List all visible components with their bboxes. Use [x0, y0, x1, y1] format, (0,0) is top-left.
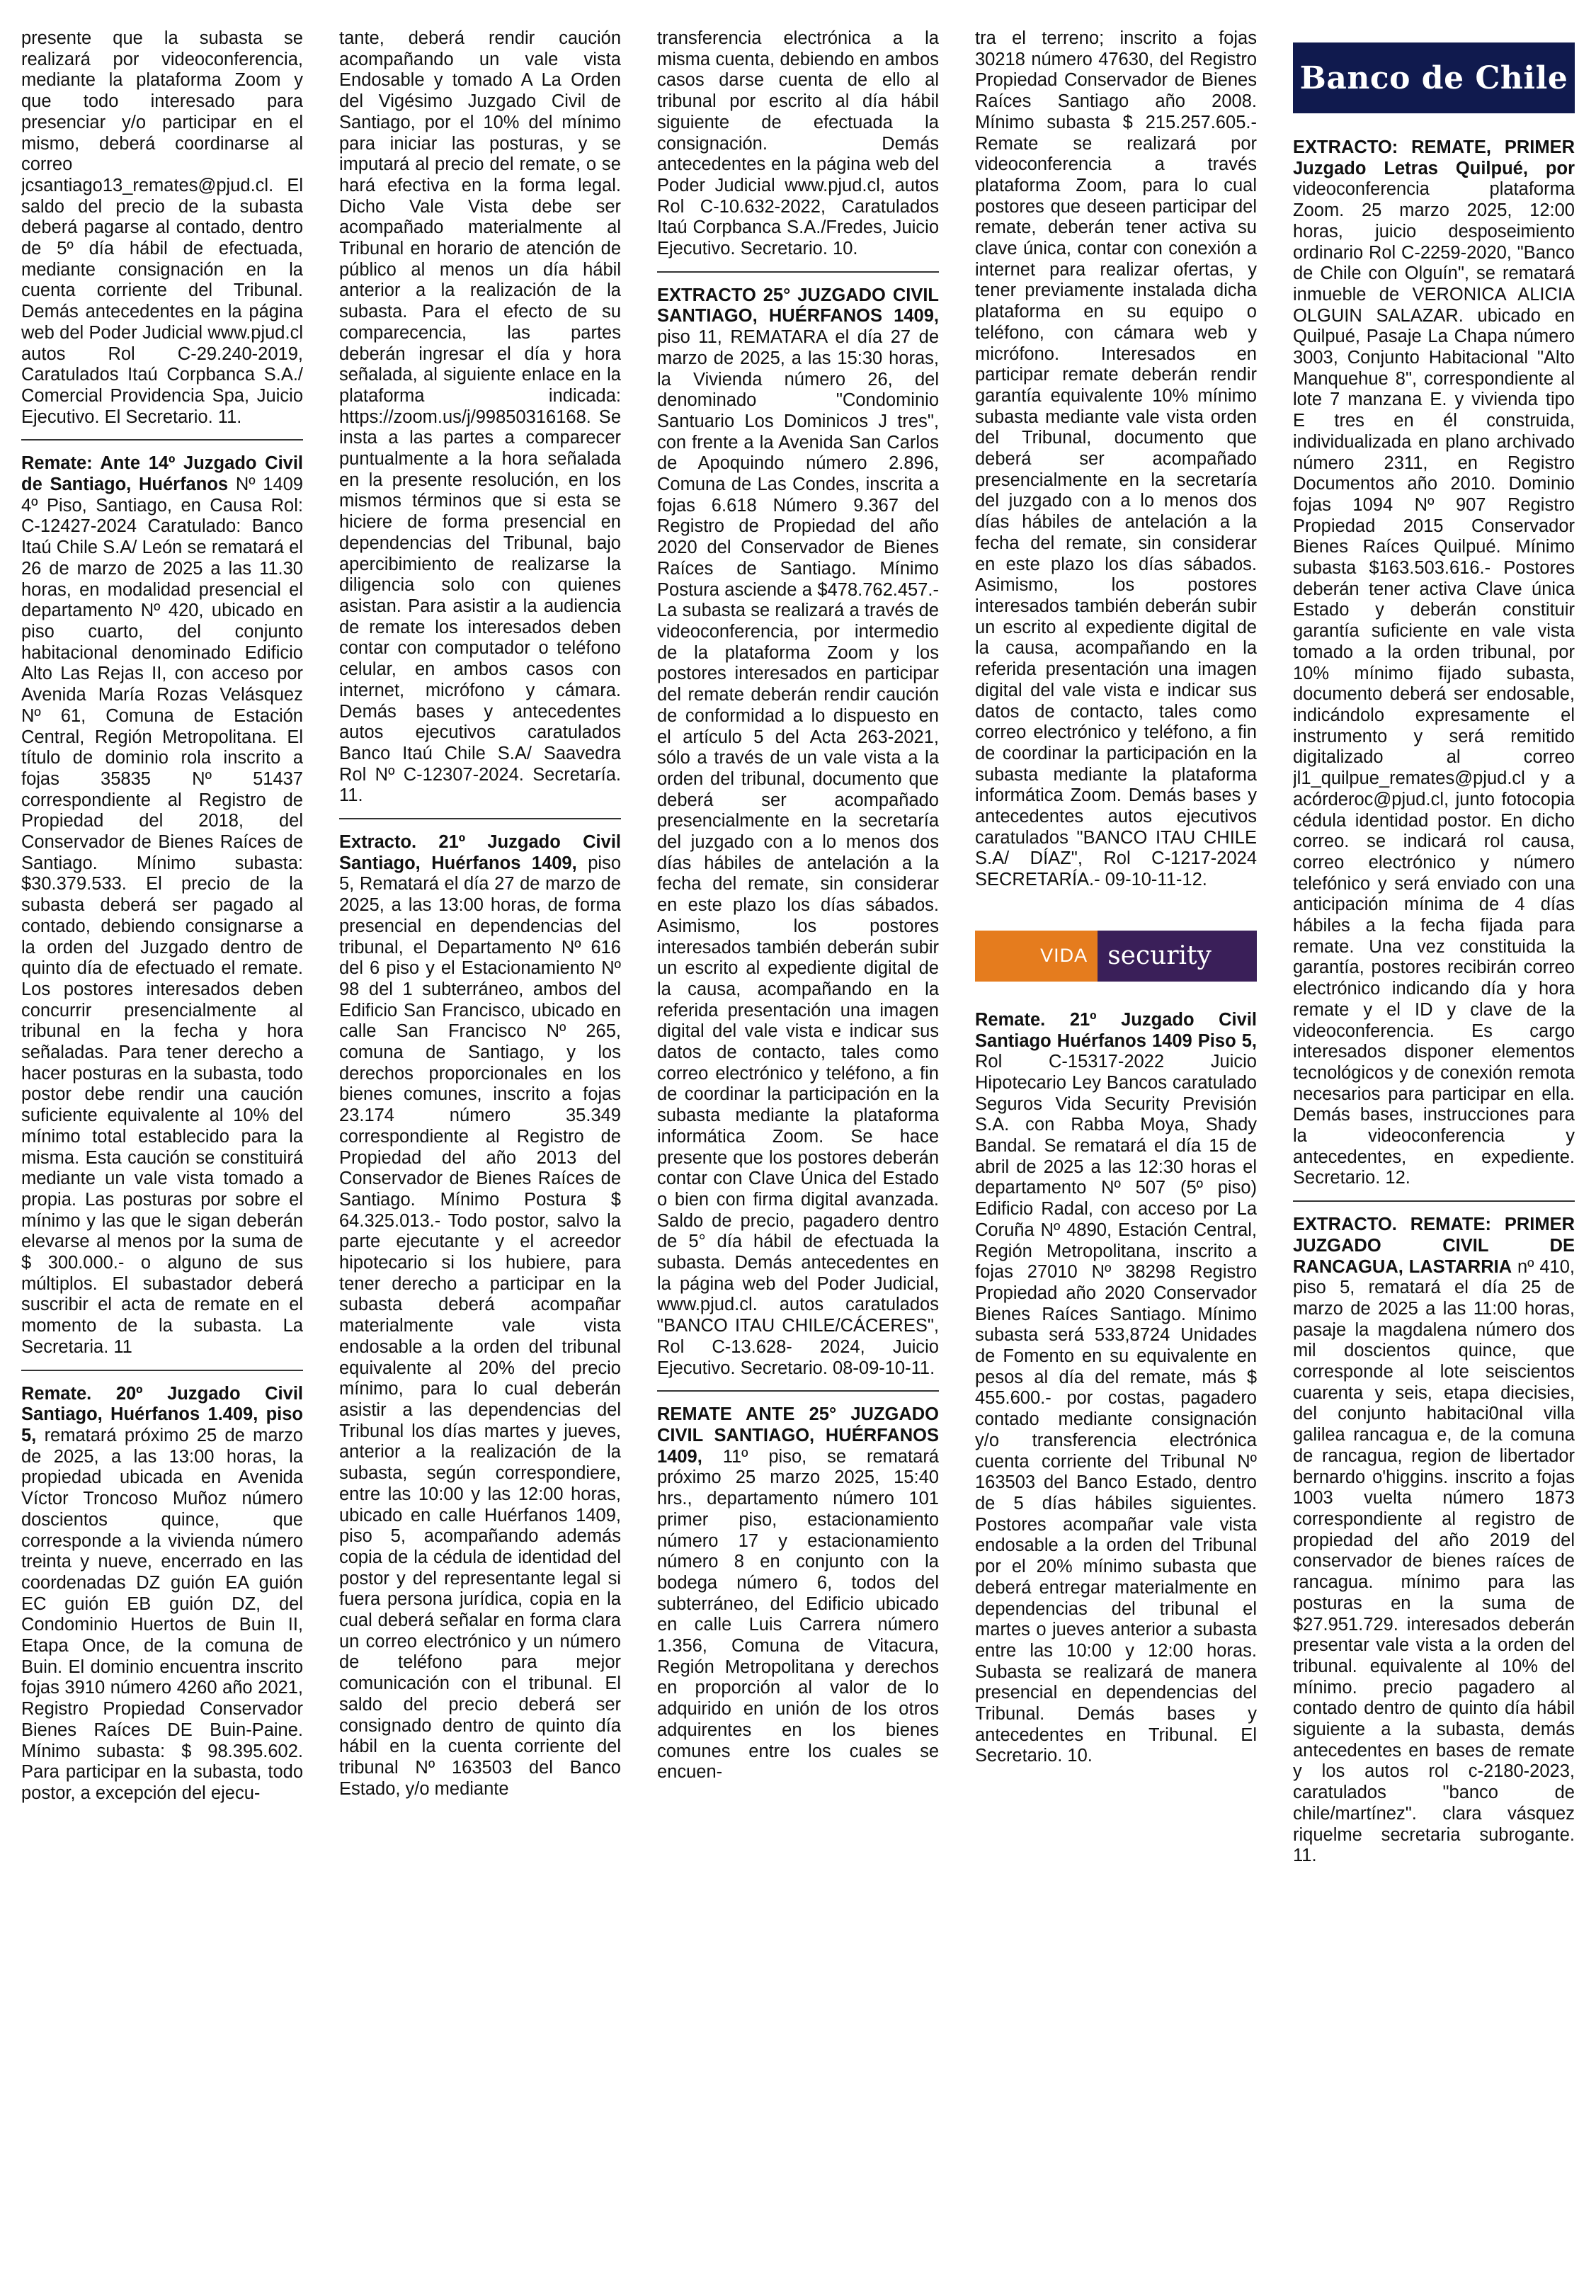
notice-body: 11º piso, se rematará próximo 25 marzo 2025, 15:40 hrs., departamento número 101 primer piso, estacionamiento número 17 y estacionamiento número 8 en conjunto con la bodega número 6, todos del subterráneo, del Edificio ubicado en calle Luis Carrera número 1.356, Comuna de Vitacura, Región Metropolitana y derechos en proporción al valor de lo adquirido en unión de los otros adquirentes en los bienes comunes entre los cuales se encuen- — [657, 1446, 939, 1783]
security-logo-text: security — [1098, 931, 1257, 982]
notice-remate-21-juzgado — [975, 1010, 1257, 1778]
notice-heading: Remate: Ante 14º Juzgado Civil de Santiago, Huérfanos — [21, 453, 303, 495]
notice-body: Rol C-15317-2022 Juicio Hipotecario Ley Bancos caratulado Seguros Vida Security Previsión S.A. con Rabba Moya, Shady Bandal. Se rematará el día 15 de abril de 2025 a las 12:30 horas el departamento Nº 507 (5º piso) Edificio Radal, con acceso por La Coruña Nº 4890, Estación Central, Región Metropolitana, inscrito a fojas 27010 Nº 38298 Registro Propiedad año 2020 Conservador Bienes Raíces Santiago. Mínimo subasta será 533,8724 Unidades de Fomento en su equivalente en pesos al día del remate, más $ 455.600.- por costas, pagadero contado mediante consignación y/o transferencia electrónica cuenta corriente del Tribunal Nº 163503 del Banco Estado, dentro de 5 días hábiles siguientes. Postores acompañar vale vista endosable a la orden del Tribunal por el 20% mínimo subasta que deberá entregar materialmente en dependencias del tribunal el martes o jueves anterior a subasta entre las 10:00 y 12:00 horas. Subasta se realizará de manera presencial en dependencias del Tribunal. Demás bases y antecedentes en Tribunal. El Secretario. 10. — [975, 1052, 1257, 1766]
column-5 — [1293, 28, 1575, 2273]
column-4 — [975, 28, 1257, 2273]
notice-heading: EXTRACTO: REMATE, PRIMER Juzgado Letras Quilpué, por — [1293, 137, 1575, 178]
notice-remate-20-juzgado — [21, 1384, 303, 1816]
notice-heading: Remate. 21º Juzgado Civil Santiago Huérfanos 1409 Piso 5, — [975, 1009, 1257, 1051]
classified-page — [21, 28, 1575, 2273]
notice-heading: REMATE ANTE 25° JUZGADO CIVIL SANTIAGO, HUÉRFANOS 1409, — [657, 1404, 939, 1467]
banco-de-chile-logo — [1293, 42, 1575, 113]
notice-extracto-21-juzgado — [339, 832, 621, 1811]
notice-body: tante, deberá rendir caución acompañando un vale vista Endosable y tomado A La Orden del Vigésimo Juzgado Civil de Santiago, por el 10% del mínimo para iniciar las posturas, y se imputará al precio del remate, o se hará efectiva en la forma legal. Dicho Vale Vista debe ser acompañado materialmente al Tribunal en horario de atención de público al menos un día hábil anterior a la realización de la subasta. Para el efecto de su comparecencia, las partes deberán ingresar el día y hora señalada, al siguiente enlace en la plataforma indicada: https://zoom.us/j/99850316168. Se insta a las partes a comparecer puntualmente a la hora señalada en la presente resolución, en los mismos términos que si esta se hiciere de forma presencial en dependencias del Tribunal, bajo apercibimiento de realizarse la diligencia solo con quienes asistan. Para asistir a la audiencia de remate los interesados deben contar con computador o teléfono celular, en ambos casos con internet, micrófono y cámara. Demás bases y antecedentes autos ejecutivos caratulados Banco Itaú Chile S.A/ Saavedra Rol Nº C-12307-2024. Secretaría. 11. — [339, 28, 621, 806]
notice-body: transferencia electrónica a la misma cuenta, debiendo en ambos casos darse cuenta de ello al tribunal por escrito al día hábil siguiente de efectuada la consignación. Demás antecedentes en la página web del Poder Judicial www.pjud.cl, autos Rol C-10.632-2022, Caratulados Itaú Corpbanca S.A./Fredes, Juicio Ejecutivo. Secretario. 10. — [657, 28, 939, 259]
notice-body: nº 410, piso 5, rematará el día 25 de marzo de 2025 a las 11:00 horas, pasaje la magdalena número dos mil doscientos quince, que corresponde al lote seiscientos cuarenta y seis, etapa diecisies, del conjunto habitaci0nal villa galilea rancagua e, de la comuna de rancagua, region de libertador bernardo o'higgins. inscrito a fojas 1003 vuelta número 1873 correspondiente al registro de propiedad del año 2019 del conservador de bienes raíces de rancagua. mínimo para las posturas en la suma de $27.951.729. interesados deberán presentar vale vista a la orden del tribunal. equivalente al 10% del mínimo. precio pagadero al contado dentro de quinto día hábil siguiente a la subasta, demás antecedentes en bases de remate y los autos rol c-2180-2023, caratulados "banco de chile/martínez". clara vásquez riquelme secretaria subrogante. 11. — [1293, 1256, 1575, 1866]
notice-body: presente que la subasta se realizará por videoconferencia, mediante la plataforma Zoom y que todo interesado para presenciar y/o participar en el mismo, deberá coordinarse al correo jcsantiago13_remates@pjud.cl. El saldo del precio de la subasta deberá pagarse al contado, dentro de 5º día hábil de efectuada, mediante consignación en la cuenta corriente del Tribunal. Demás antecedentes en la página web del Poder Judicial www.pjud.cl autos Rol C-29.240-2019, Caratulados Itaú Corpbanca S.A./ Comercial Providencia Spa, Juicio Ejecutivo. El Secretario. 11. — [21, 28, 303, 427]
vida-logo-text: VIDA — [975, 931, 1098, 982]
notice-extracto-rancagua — [1293, 1215, 1575, 1878]
notice-body: rematará próximo 25 de marzo de 2025, a las 13:00 horas, la propiedad ubicada en Avenida Víctor Troncoso Muñoz número doscientos quince, que corresponde a la vivienda número treinta y nueve, encerrado en las coordenadas DZ guión EA guión EC guión EB guión DZ, del Condominio Huertos de Buin II, Etapa Once, de la comuna de Buin. El dominio encuentra inscrito fojas 3910 número 4260 año 2021, Registro Propiedad Conservador Bienes Raíces DE Buin-Paine. Mínimo subasta: $ 98.395.602. Para participar en la subasta, todo postor, a excepción del ejecu- — [21, 1426, 303, 1803]
column-1 — [21, 28, 303, 2273]
notice-heading: EXTRACTO. REMATE: PRIMER JUZGADO CIVIL DE RANCAGUA, LASTARRIA — [1293, 1215, 1575, 1277]
notice-heading: EXTRACTO 25° JUZGADO CIVIL SANTIAGO, HUÉRFANOS 1409, — [657, 285, 939, 326]
notice-body: tra el terreno; inscrito a fojas 30218 número 47630, del Registro Propiedad Conservador de Bienes Raíces Santiago año 2008. Mínimo subasta $ 215.257.605.- Remate se realizará por videoconferencia a través plataforma Zoom, para lo cual postores que deseen participar del remate, deberán tener activa su clave única, contar con conexión a internet para realizar ofertas, y tener previamente instalada dicha plataforma en su equipo o teléfono, con cámara web y micrófono. Interesados en participar remate deberán rendir garantía equivalente 10% mínimo subasta mediante vale vista orden del Tribunal, documento que deberá ser acompañado presencialmente en la secretaría del juzgado con a lo menos dos días hábiles de antelación a la fecha del remate, sin considerar en este plazo los días sábados. Asimismo, los postores interesados también deberán subir un escrito al expediente digital de la causa, acompañando en la referida presentación una imagen digital del vale vista e indicar sus datos de contacto, tales como correo electrónico y teléfono, a fin de coordinar la participación en la subasta mediante la plataforma informática Zoom. Demás bases y antecedentes autos ejecutivos caratulados "BANCO ITAU CHILE S.A/ DÍAZ", Rol C-1217-2024 SECRETARÍA.- 09-10-11-12. — [975, 28, 1257, 890]
notice-continuation — [975, 28, 1257, 902]
notice-continuation — [657, 28, 939, 273]
notice-continuation — [339, 28, 621, 819]
notice-body: videoconferencia plataforma Zoom. 25 marzo 2025, 12:00 horas, juicio desposeimiento ordinario Rol C-2259-2020, "Banco de Chile con Olguín", se rematará inmueble de VERONICA ALICIA OLGUIN SALAZAR. ubicado en Quilpué, Pasaje La Chapa número 3003, Conjunto Habitacional "Alto Manquehue 8", correspondiente al lote 7 manzana E. y vivienda tipo E tres en él construida, individualizada en plano archivado número 2311, en Registro Documentos año 2010. Dominio fojas 1094 Nº 907 Registro Propiedad 2015 Conservador Bienes Raíces Quilpué. Mínimo subasta $163.503.616.- Postores deberán tener activa Clave única Estado y deberán constituir garantía suficiente en vale vista tomado a la orden tribunal, por 10% mínimo fijado subasta, documento deberá ser endosable, indicándolo expresamente el instrumento y será remitido digitalizado al correo jl1_quilpue_remates@pjud.cl y a acórderoc@pjud.cl, junto fotocopia cédula identidad postor. En dicho correo. se indicará rol causa, correo electrónico y número telefónico y será enviado con una anticipación mínima de 4 días hábiles a la fecha fijada para remate. Una vez constituida la garantía, postores recibirán correo electrónico indicando día y hora remate y el ID y clave de la videoconferencia. Es cargo interesados disponer elementos tecnológicos y de conexión remota necesarios para participar en ella. Demás bases, instrucciones para la videoconferencia y antecedentes, en expediente. Secretario. 12. — [1293, 179, 1575, 1188]
notice-extracto-25-juzgado — [657, 285, 939, 1392]
vida-security-logo — [975, 931, 1257, 982]
notice-body: Nº 1409 4º Piso, Santiago, en Causa Rol: C-12427-2024 Caratulado: Banco Itaú Chile S.A/ León se rematará el 26 de marzo de 2025 a las 11.30 horas, en modalidad presencial el departamento Nº 420, ubicado en piso cuarto, del conjunto habitacional denominado Edificio Alto Las Rejas II, con acceso por Avenida María Rozas Velásquez Nº 61, Comuna de Estación Central, Región Metropolitana. El título de dominio rola inscrito a fojas 35835 Nº 51437 correspondiente al Registro de Propiedad del 2018, del Conservador de Bienes Raíces de Santiago. Mínimo subasta: $30.379.533. El precio de la subasta deberá ser pagado al contado, debiendo consignarse a la orden del Juzgado dentro de quinto día de efectuado el remate. Los postores interesados deben concurrir presencialmente al tribunal en la fecha y hora señaladas. Para tener derecho a hacer posturas en la subasta, todo postor debe rendir una caución suficiente equivalente al 10% del mínimo total establecido para la misma. Esta caución se constituirá mediante un vale vista tomado a propia. Las posturas por sobre el mínimo y las que le sigan deberán elevarse al menos por la suma de $ 300.000.- o alguno de sus múltiplos. El subastador deberá suscribir el acta de remate en el momento de la subasta. La Secretaria. 11 — [21, 474, 303, 1357]
column-3 — [657, 28, 939, 2273]
notice-heading: Remate. 20º Juzgado Civil Santiago, Huérfanos 1.409, piso 5, — [21, 1383, 303, 1445]
notice-remate-14-juzgado — [21, 453, 303, 1370]
notice-body: piso 5, Rematará el día 27 de marzo de 2025, a las 13:00 horas, de forma presencial en dependencias del tribunal, el Departamento Nº 616 del 6 piso y el Estacionamiento Nº 98 del 1 subterráneo, ambos del Edificio San Francisco, ubicado en calle San Francisco Nº 265, comuna de Santiago, y los derechos proporcionales en los bienes comunes, inscrito a fojas 23.174 número 35.349 correspondiente al Registro de Propiedad del año 2013 del Conservador de Bienes Raíces de Santiago. Mínimo Postura $ 64.325.013.- Todo postor, salvo la parte ejecutante y el acreedor hipotecario si los hubiere, para tener derecho a participar en la subasta deberá acompañar materialmente vale vista endosable a la orden del tribunal equivalente al 20% del precio mínimo, para lo cual deberán asistir a las dependencias del Tribunal los días martes y jueves, anterior a la realización de la subasta, según correspondiere, entre las 10:00 y las 12:00 horas, ubicado en calle Huérfanos 1409, piso 5, acompañando además copia de la cédula de identidad del postor y del representante legal si fuera persona jurídica, copia en la cual deberá señalar en forma clara un correo electrónico y un número de teléfono para mejor comunicación con el tribunal. El saldo del precio deberá ser consignado dentro de quinto día hábil en la cuenta corriente del tribunal Nº 163503 del Banco Estado, y/o mediante — [339, 853, 621, 1799]
banco-de-chile-logo-text: Banco de Chile — [1299, 59, 1568, 96]
column-2 — [339, 28, 621, 2273]
notice-heading: Extracto. 21º Juzgado Civil Santiago, Huérfanos 1409, — [339, 832, 621, 873]
notice-remate-25-juzgado — [657, 1404, 939, 1795]
notice-extracto-quilpue — [1293, 137, 1575, 1202]
notice-continuation — [21, 28, 303, 441]
notice-body: piso 11, REMATARA el día 27 de marzo de 2025, a las 15:30 horas, la Vivienda número 26, del denominado "Condominio Santuario Los Dominicos J tres", con frente a la Avenida San Carlos de Apoquindo número 2.896, Comuna de Las Condes, inscrita a fojas 6.618 Número 9.367 del Registro de Propiedad del año 2020 del Conservador de Bienes Raíces de Santiago. Mínimo Postura asciende a $478.762.457.- La subasta se realizará a través de videoconferencia, por intermedio de la plataforma Zoom y los postores interesados en participar del remate deberán rendir caución de conformidad a lo dispuesto en el artículo 5 del Acta 263-2021, sólo a través de un vale vista a la orden del tribunal, documento que deberá ser acompañado presencialmente en la secretaría del juzgado con a lo menos dos días hábiles de antelación a la fecha del remate, sin considerar en este plazo los días sábados. Asimismo, los postores interesados también deberán subir un escrito al expediente digital de la causa, acompañando en la referida presentación una imagen digital del vale vista e indicar sus datos de contacto, tales como correo electrónico y teléfono, a fin de coordinar la participación en la subasta mediante la plataforma informática Zoom. Se hace presente que los postores deberán contar con Clave Única del Estado o bien con firma digital avanzada. Saldo de precio, pagadero dentro de 5° día hábil de efectuada la subasta. Demás antecedentes en la página web del Poder Judicial, www.pjud.cl. autos caratulados "BANCO ITAU CHILE/CÁCERES", Rol C-13.628- 2024, Juicio Ejecutivo. Secretario. 08-09-10-11. — [657, 327, 939, 1378]
